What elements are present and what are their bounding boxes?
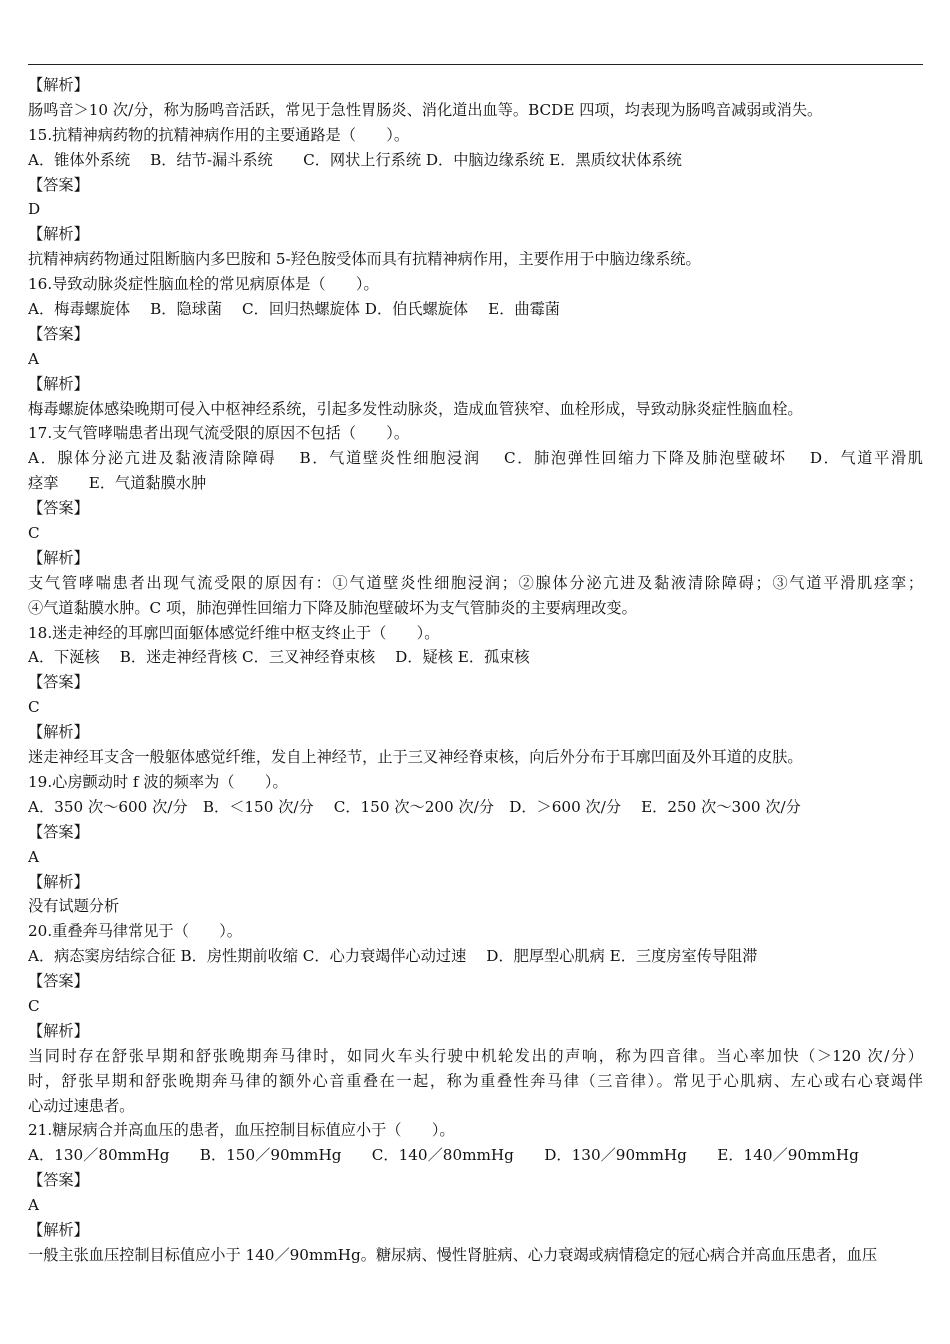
analysis-heading: 【解析】: [28, 1220, 89, 1239]
header-rule: [28, 64, 923, 65]
analysis-heading: 【解析】: [28, 723, 89, 742]
question-stem: 16.导致动脉炎症性脑血栓的常见病原体是（ ）。: [28, 275, 379, 294]
answer-letter: D: [28, 200, 41, 219]
text-line: 肠鸣音＞10 次/分，称为肠鸣音活跃，常见于急性胃肠炎、消化道出血等。BCDE 四项，均表现为肠鸣音减弱或消失。: [28, 100, 823, 119]
text-line: 心动过速患者。: [28, 1096, 135, 1115]
text-line: ④气道黏膜水肿。C 项，肺泡弹性回缩力下降及肺泡壁破坏为支气管肺炎的主要病理改变。: [28, 598, 637, 617]
text-line: 抗精神病药物通过阻断脑内多巴胺和 5-羟色胺受体而具有抗精神病作用，主要作用于中脑边缘系统。: [28, 250, 701, 269]
answer-options: A．下涎核 B．迷走神经背核 C．三叉神经脊束核 D．疑核 E．孤束核: [28, 648, 530, 667]
answer-letter: C: [28, 524, 40, 543]
answer-options: A．130／80mmHg B．150／90mmHg C．140／80mmHg D．130／90mmHg E．140／90mmHg: [28, 1146, 859, 1165]
text-line: 支气管哮喘患者出现气流受限的原因有：①气道壁炎性细胞浸润；②腺体分泌亢进及黏液清除障碍；③气道平滑肌痉挛；: [28, 573, 923, 592]
text-line: 没有试题分析: [28, 897, 120, 916]
answer-heading: 【答案】: [28, 972, 89, 991]
document-body: [28, 73, 923, 1268]
question-stem: 17.支气管哮喘患者出现气流受限的原因不包括（ ）。: [28, 424, 410, 443]
text-line: 痉挛 E．气道黏膜水肿: [28, 474, 207, 493]
answer-options: A．病态窦房结综合征 B．房性期前收缩 C．心力衰竭伴心动过速 D．肥厚型心肌病 E．三度房室传导阻滞: [28, 947, 758, 966]
question-stem: 21.糖尿病合并高血压的患者，血压控制目标值应小于（ ）。: [28, 1121, 455, 1140]
question-stem: 20.重叠奔马律常见于（ ）。: [28, 922, 242, 941]
answer-options: A．腺体分泌亢进及黏液清除障碍 B．气道壁炎性细胞浸润 C．肺泡弹性回缩力下降及肺泡壁破坏 D．气道平滑肌: [28, 449, 923, 468]
question-stem: 19.心房颤动时 f 波的频率为（ ）。: [28, 772, 288, 791]
answer-heading: 【答案】: [28, 822, 89, 841]
analysis-heading: 【解析】: [28, 872, 89, 891]
question-stem: 15.抗精神病药物的抗精神病作用的主要通路是（ ）。: [28, 125, 410, 144]
answer-letter: A: [28, 847, 39, 866]
text-line: 时，舒张早期和舒张晚期奔马律的额外心音重叠在一起，称为重叠性奔马律（三音律）。常见于心肌病、左心或右心衰竭伴: [28, 1071, 923, 1090]
answer-options: A．350 次～600 次/分 B．＜150 次/分 C．150 次～200 次/分 D．＞600 次/分 E．250 次～300 次/分: [28, 797, 801, 816]
answer-heading: 【答案】: [28, 499, 89, 518]
answer-letter: C: [28, 698, 40, 717]
text-line: 当同时存在舒张早期和舒张晚期奔马律时，如同火车头行驶中机轮发出的声响，称为四音律。当心率加快（＞120 次/分）: [28, 1046, 923, 1065]
answer-heading: 【答案】: [28, 673, 89, 692]
analysis-heading: 【解析】: [28, 374, 89, 393]
answer-heading: 【答案】: [28, 324, 89, 343]
answer-options: A．锥体外系统 B．结节-漏斗系统 C．网状上行系统 D．中脑边缘系统 E．黑质纹状体系统: [28, 150, 682, 169]
answer-options: A．梅毒螺旋体 B．隐球菌 C．回归热螺旋体 D．伯氏螺旋体 E．曲霉菌: [28, 300, 560, 319]
text-line: 一般主张血压控制目标值应小于 140／90mmHg。糖尿病、慢性肾脏病、心力衰竭或病情稳定的冠心病合并高血压患者，血压: [28, 1245, 878, 1264]
answer-heading: 【答案】: [28, 175, 89, 194]
analysis-heading: 【解析】: [28, 76, 89, 94]
answer-letter: A: [28, 349, 39, 368]
answer-letter: C: [28, 996, 40, 1015]
answer-heading: 【答案】: [28, 1171, 89, 1190]
analysis-heading: 【解析】: [28, 548, 89, 567]
question-stem: 18.迷走神经的耳廓凹面躯体感觉纤维中枢支终止于（ ）。: [28, 623, 440, 642]
analysis-heading: 【解析】: [28, 1021, 89, 1040]
analysis-heading: 【解析】: [28, 225, 89, 244]
text-line: 梅毒螺旋体感染晚期可侵入中枢神经系统，引起多发性动脉炎，造成血管狭窄、血栓形成，导致动脉炎症性脑血栓。: [28, 399, 803, 418]
answer-letter: A: [28, 1196, 39, 1215]
text-line: 迷走神经耳支含一般躯体感觉纤维，发自上神经节，止于三叉神经脊束核，向后外分布于耳廓凹面及外耳道的皮肤。: [28, 748, 803, 767]
